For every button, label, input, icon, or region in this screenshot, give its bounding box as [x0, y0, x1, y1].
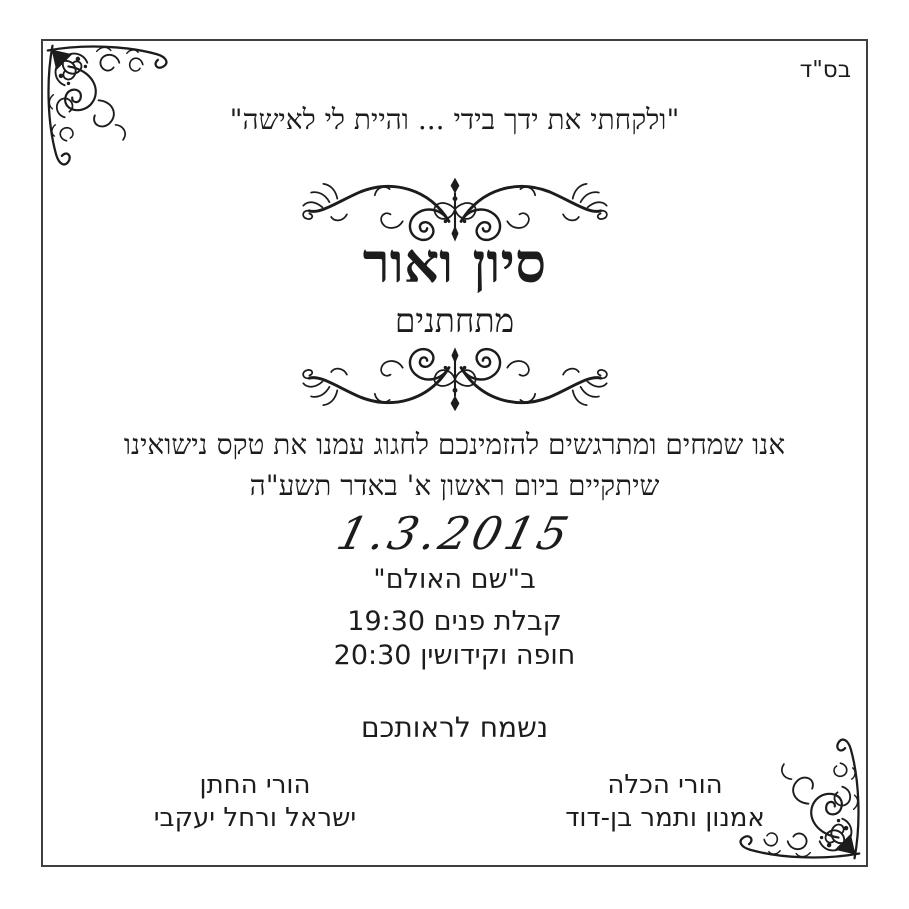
bride-parents-title: הורי הכלה	[607, 770, 723, 800]
bride-parents-names: אמנון ותמר בן-דוד	[565, 803, 765, 833]
invitation-line: אנו שמחים ומתרגשים להזמינכם לחגוג עמנו את טקס נישואינו	[123, 428, 786, 461]
wedding-quote: "ולקחתי את ידך בידי ... והיית לי לאישה"	[229, 103, 680, 136]
groom-parents-names: ישראל ורחל יעקבי	[153, 803, 357, 833]
venue-name: ב"שם האולם"	[373, 564, 536, 595]
bsd-label: בס"ד	[799, 57, 851, 83]
bride-parents-block	[505, 769, 825, 835]
invitation-line: שיתקיים ביום ראשון א' באדר תשע"ה	[249, 469, 660, 502]
wedding-date: 1.3.2015	[331, 507, 578, 560]
reception-time: קבלת פנים 19:30	[347, 606, 562, 637]
couple-subtitle: מתחתנים	[394, 301, 515, 340]
groom-parents-block	[100, 769, 410, 835]
flourish-divider-icon	[279, 345, 631, 413]
chuppah-time: חופה וקידושין 20:30	[333, 640, 576, 671]
groom-parents-title: הורי החתן	[199, 770, 311, 800]
closing-line: נשמח לראותכם	[360, 711, 549, 744]
couple-names: סיון ואור	[362, 230, 547, 295]
